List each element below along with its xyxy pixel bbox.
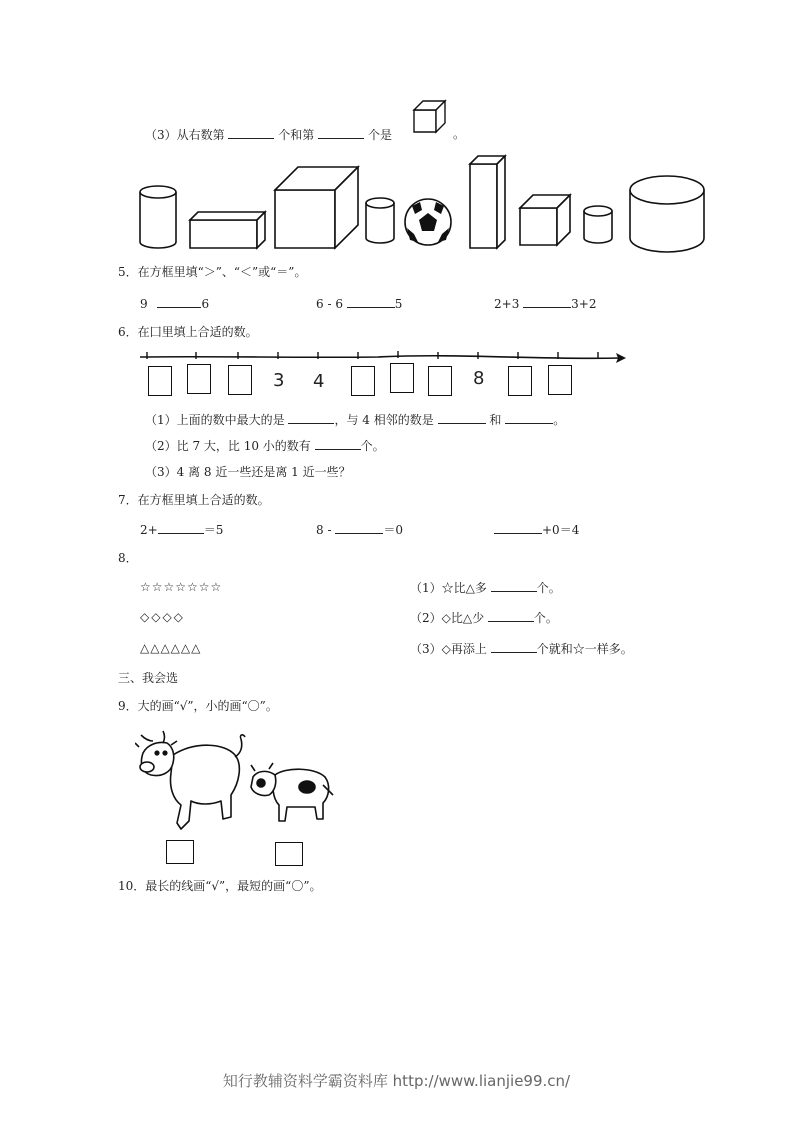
answer-blank[interactable] (315, 438, 361, 450)
answer-box[interactable] (275, 842, 303, 866)
q7-eq-3: +0＝4 (494, 522, 579, 537)
answer-blank[interactable] (438, 412, 486, 424)
number-box[interactable] (428, 366, 452, 396)
q6-title: 6．在囗里填上合适的数。 (118, 325, 258, 339)
given-number: 4 (313, 371, 325, 392)
q5-title: 5．在方框里填“＞”、“＜”或“＝”。 (118, 265, 307, 279)
q8-sub2: （2）◇比△少 个。 (410, 611, 558, 625)
number-box[interactable] (548, 365, 572, 395)
small-cow-icon (251, 763, 333, 821)
big-cow-icon (135, 731, 245, 829)
q7-eq-1: 2+ ＝5 (140, 523, 224, 537)
big-cube-icon (275, 167, 358, 248)
number-box[interactable] (508, 366, 532, 396)
section-heading: 三、我会选 (118, 671, 179, 685)
stars-row: ☆☆☆☆☆☆☆ (140, 580, 223, 594)
number-box[interactable] (351, 366, 375, 396)
answer-blank[interactable] (288, 412, 334, 424)
q4-sub3-line: （3）从右数第 个和第 个是 (145, 128, 392, 142)
answer-blank[interactable] (505, 412, 553, 424)
diamonds-row: ◇◇◇◇ (140, 610, 185, 624)
triangles-row: △△△△△△ (140, 641, 202, 655)
q5-item-2: 6 - 6 5 (316, 297, 403, 311)
cylinder-icon (140, 186, 176, 248)
q7-eq-2: 8 - ＝0 (316, 523, 403, 537)
q4-end-mark: 。 (453, 127, 466, 141)
q9-title: 9．大的画“√”，小的画“〇”。 (118, 699, 278, 713)
answer-blank[interactable] (335, 522, 383, 534)
q8-title: 8． (118, 551, 138, 565)
answer-blank[interactable] (158, 522, 204, 534)
given-number: 3 (273, 370, 285, 391)
small-cube-icon (411, 98, 447, 136)
q5-item-1: 9 6 (140, 297, 210, 311)
q10-title: 10．最长的线画“√”，最短的画“〇”。 (118, 879, 322, 893)
cuboid-icon (190, 212, 265, 248)
number-line (138, 348, 630, 366)
q6-sub3: （3）4 离 8 近一些还是离 1 近一些？ (145, 465, 351, 479)
q6-sub2: （2）比 7 大，比 10 小的数有 个。 (145, 439, 385, 453)
q7-title: 7．在方框里填上合适的数。 (118, 493, 270, 507)
answer-blank[interactable] (488, 610, 534, 622)
answer-blank[interactable] (157, 296, 201, 308)
answer-box[interactable] (166, 840, 194, 864)
small-cylinder-icon (366, 198, 394, 243)
answer-blank[interactable] (491, 641, 537, 653)
small-cylinder-icon (584, 206, 612, 243)
q8-sub1: （1）☆比△多 个。 (410, 581, 561, 595)
answer-blank[interactable] (523, 296, 571, 308)
answer-blank[interactable] (491, 580, 537, 592)
q8-sub3: （3）◇再添上 个就和☆一样多。 (410, 642, 633, 656)
medium-cube-icon (520, 195, 570, 245)
q5-item-3: 2+3 3+2 (494, 297, 597, 311)
solids-illustration (130, 150, 720, 255)
answer-blank[interactable] (228, 127, 274, 139)
answer-blank[interactable] (318, 127, 364, 139)
cows-illustration (135, 725, 340, 840)
number-box[interactable] (148, 366, 172, 396)
number-box[interactable] (390, 363, 414, 393)
wide-cylinder-icon (630, 176, 704, 252)
given-number: 8 (473, 368, 485, 389)
answer-blank[interactable] (494, 522, 542, 534)
number-box[interactable] (187, 364, 211, 394)
answer-blank[interactable] (347, 296, 395, 308)
q6-sub1: （1）上面的数中最大的是 ，与 4 相邻的数是 和 。 (145, 413, 566, 427)
soccer-ball-icon (405, 199, 451, 245)
number-box[interactable] (228, 365, 252, 395)
footer-watermark: 知行教辅资料学霸资料库 http://www.lianjie99.cn/ (222, 1072, 571, 1090)
tall-cuboid-icon (470, 156, 505, 248)
